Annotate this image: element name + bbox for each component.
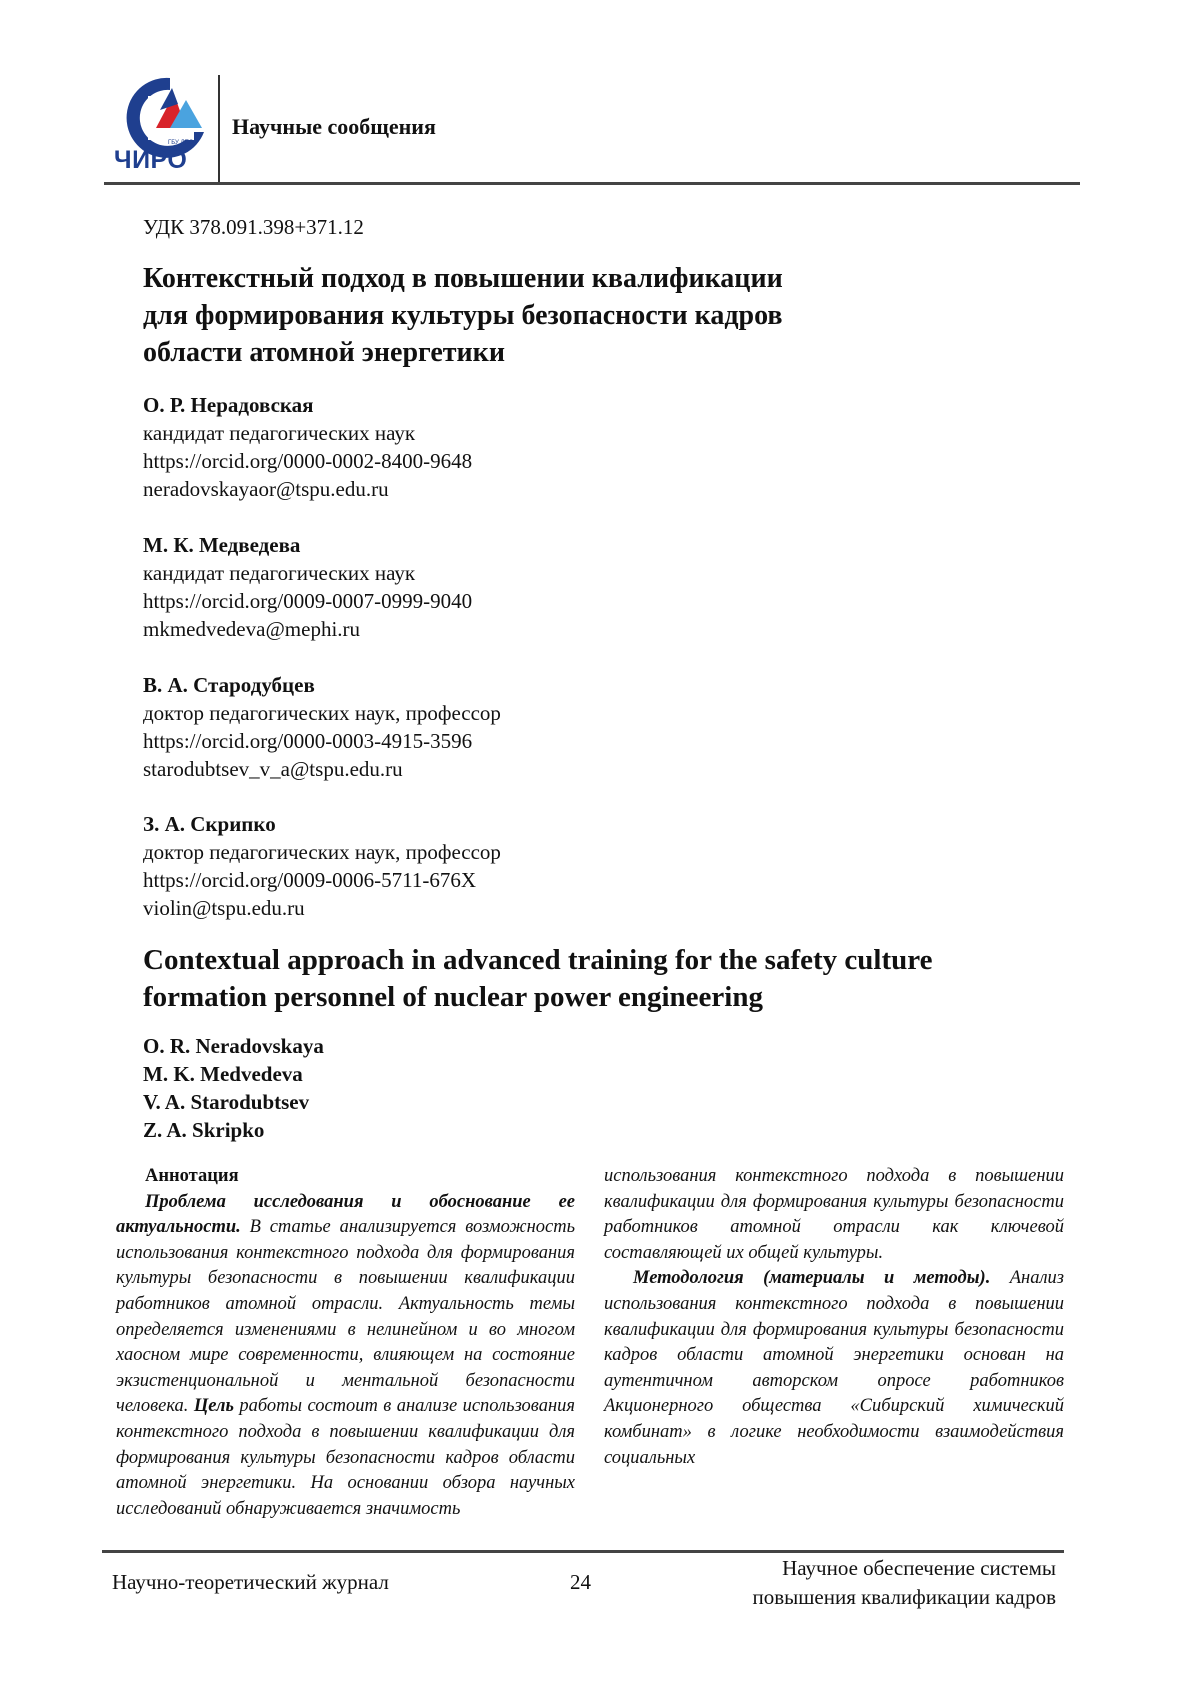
udk-code: УДК 378.091.398+371.12 (143, 215, 364, 240)
author-en-name: V. A. Starodubtsev (143, 1088, 324, 1116)
abstract-heading: Аннотация (116, 1164, 575, 1190)
methodology-label: Методология (материалы и методы). (633, 1268, 990, 1288)
author-block (143, 671, 843, 783)
author-orcid-link[interactable]: https://orcid.org/0009-0006-5711-676X (143, 866, 843, 894)
title-ru-line: для формирования культуры безопасности кадров (143, 297, 943, 334)
author-email-link[interactable]: violin@tspu.edu.ru (143, 894, 843, 922)
section-title: Научные сообщения (232, 114, 436, 140)
article-title-en (143, 942, 1083, 1016)
methodology-text: Анализ использования контекстного подхода в повышении квалификации для формирования культуры безопасности кадров области атомной энергетики основан на аутентичном авторском опросе работников Акционерного общества «Сибирский химический комбинат» в логике необходимости взаимодействия социальных (604, 1268, 1064, 1467)
author-degree: кандидат педагогических наук (143, 559, 843, 587)
author-degree: доктор педагогических наук, профессор (143, 838, 843, 866)
author-block (143, 391, 843, 503)
authors-en-list (143, 1032, 324, 1144)
page-number: 24 (570, 1570, 591, 1595)
footer-journal-name-line: Научное обеспечение системы (680, 1554, 1056, 1583)
header-rule (104, 182, 1080, 185)
abstract-column-right (604, 1164, 1064, 1471)
problem-text: В статье анализируется возможность использования контекстного подхода для формирования культуры безопасности в повышении квалификации работников атомной отрасли. Актуальность темы определяется изменениями в нелинейном и во многом хаосном мире современности, влияющем на состояние экзистенциональной и ментальной безопасности человека. (116, 1217, 575, 1416)
abstract-paragraph-1 (116, 1190, 575, 1523)
author-orcid-link[interactable]: https://orcid.org/0000-0003-4915-3596 (143, 727, 843, 755)
goal-text: работы состоит в анализе использования контекстного подхода в повышении квалификации для формирования культуры безопасности кадров области атомной энергетики. На основании обзора научных исследований обнаруживается значимость (116, 1396, 575, 1518)
logo-subtitle: ГБУ ДПО (168, 140, 194, 146)
author-degree: кандидат педагогических наук (143, 419, 843, 447)
title-en-line: formation personnel of nuclear power engineering (143, 979, 1083, 1016)
author-block (143, 531, 843, 643)
article-title-ru (143, 260, 943, 371)
author-email-link[interactable]: mkmedvedeva@mephi.ru (143, 615, 843, 643)
author-block (143, 810, 843, 922)
author-email-link[interactable]: starodubtsev_v_a@tspu.edu.ru (143, 755, 843, 783)
author-name: З. А. Скрипко (143, 810, 843, 838)
author-en-name: Z. A. Skripko (143, 1116, 324, 1144)
footer-journal-name-line: повышения квалификации кадров (680, 1583, 1056, 1612)
abstract-paragraph-1-continued: использования контекстного подхода в повышении квалификации для формирования культуры безопасности работников атомной отрасли как ключевой составляющей их общей культуры. (604, 1164, 1064, 1266)
title-en-line: Contextual approach in advanced training for the safety culture (143, 942, 1083, 979)
author-orcid-link[interactable]: https://orcid.org/0009-0007-0999-9040 (143, 587, 843, 615)
abstract-paragraph-2 (604, 1266, 1064, 1471)
title-ru-line: Контекстный подход в повышении квалификации (143, 260, 943, 297)
goal-label: Цель (194, 1396, 234, 1416)
footer-journal-name (680, 1554, 1056, 1612)
author-degree: доктор педагогических наук, профессор (143, 699, 843, 727)
author-name: В. А. Стародубцев (143, 671, 843, 699)
abstract-column-left (116, 1164, 575, 1522)
footer-rule (102, 1550, 1064, 1553)
author-orcid-link[interactable]: https://orcid.org/0000-0002-8400-9648 (143, 447, 843, 475)
author-en-name: O. R. Neradovskaya (143, 1032, 324, 1060)
author-en-name: M. K. Medvedeva (143, 1060, 324, 1088)
header-divider (218, 75, 220, 185)
logo-wordmark: ЧИРО (114, 146, 187, 175)
title-ru-line: области атомной энергетики (143, 334, 943, 371)
author-name: О. Р. Нерадовская (143, 391, 843, 419)
footer-journal-type: Научно-теоретический журнал (112, 1570, 389, 1595)
problem-label: Проблема исследования и обоснование ее актуальности. (116, 1192, 575, 1238)
author-name: М. К. Медведева (143, 531, 843, 559)
author-email-link[interactable]: neradovskayaor@tspu.edu.ru (143, 475, 843, 503)
